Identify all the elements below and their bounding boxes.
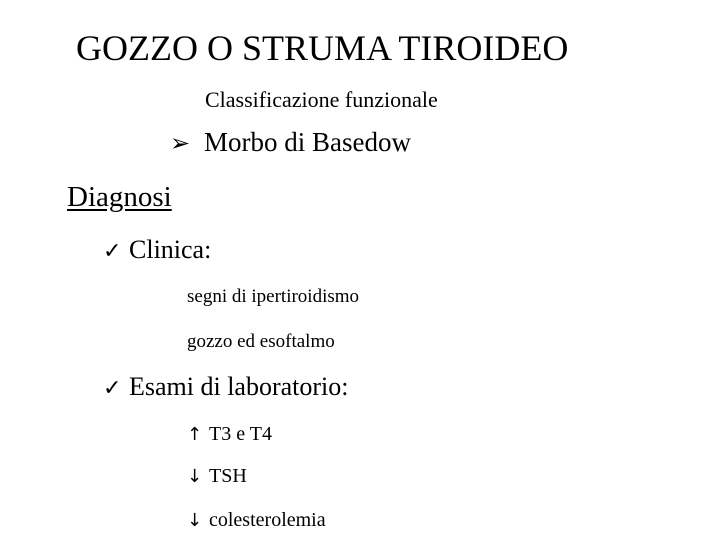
main-point (170, 129, 411, 156)
lab-item (187, 466, 247, 486)
check-item-esami (103, 374, 349, 400)
lab-item-text: TSH (209, 465, 247, 487)
checkmark-icon: ✓ (103, 376, 122, 401)
section-heading-diagnosi: Diagnosi (67, 181, 172, 213)
lab-item (187, 424, 272, 444)
check-item-clinica (103, 237, 211, 263)
checkmark-icon: ✓ (103, 239, 122, 264)
lab-item-text: colesterolemia (209, 509, 326, 531)
slide-subtitle: Classificazione funzionale (205, 87, 438, 112)
clinical-item: segni di ipertiroidismo (187, 286, 360, 307)
check-item-label: Esami di laboratorio: (129, 372, 349, 401)
right-arrow-bullet-icon: ➢ (170, 129, 191, 157)
down-arrow-icon: ↓ (187, 466, 203, 487)
clinical-item: gozzo ed esoftalmo (187, 331, 335, 352)
lab-item (187, 510, 326, 530)
down-arrow-icon: ↓ (187, 510, 203, 531)
up-arrow-icon: ↑ (187, 424, 203, 445)
lab-item-text: T3 e T4 (209, 423, 272, 445)
check-item-label: Clinica: (129, 235, 212, 264)
main-point-text: Morbo di Basedow (204, 127, 411, 157)
slide-title: GOZZO O STRUMA TIROIDEO (76, 28, 569, 68)
